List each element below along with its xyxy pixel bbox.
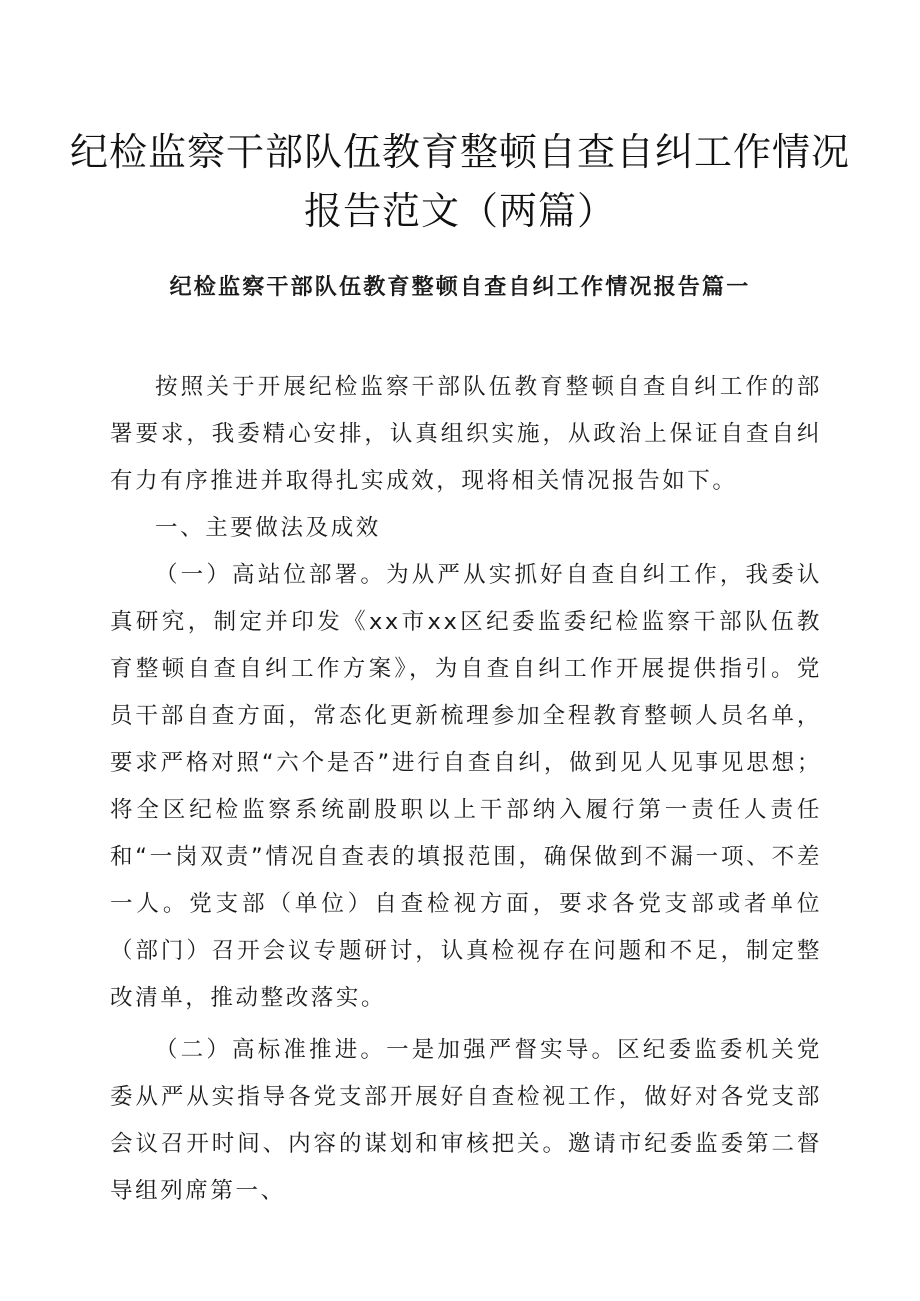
- document-title-line-1: 纪检监察干部队伍教育整顿自查自纠工作情况: [69, 130, 850, 174]
- section-heading-main-practices: 一、主要做法及成效: [155, 515, 381, 541]
- paragraph-intro: 按照关于开展纪检监察干部队伍教育整顿自查自纠工作的部署要求，我委精心安排，认真组织实施，从政治上保证自查自纠有力有序推进并取得扎实成效，现将相关情况报告如下。: [110, 374, 822, 494]
- section-subtitle: 纪检监察干部队伍教育整顿自查自纠工作情况报告篇一: [169, 275, 751, 300]
- paragraph-high-standard-advance: （二）高标准推进。一是加强严督实导。区纪委监委机关党委从严从实指导各党支部开展好自查检视工作，做好对各党支部会议召开时间、内容的谋划和审核把关。邀请市纪委监委第二督导组列席第一、: [110, 1037, 822, 1204]
- document-body: [110, 364, 822, 1215]
- document-title-line-2: 报告范文（两篇）: [303, 189, 616, 233]
- paragraph-high-position-deployment: （一）高站位部署。为从严从实抓好自查自纠工作，我委认真研究，制定并印发《xx市xx区纪委监委纪检监察干部队伍教育整顿自查自纠工作方案》，为自查自纠工作开展提供指引。党员干部自查方面，常态化更新梳理参加全程教育整顿人员名单，要求严格对照“六个是否”进行自查自纠，做到见人见事见思想；将全区纪检监察系统副股职以上干部纳入履行第一责任人责任和“一岗双责”情况自查表的填报范围，确保做到不漏一项、不差一人。党支部（单位）自查检视方面，要求各党支部或者单位（部门）召开会议专题研讨，认真检视存在问题和不足，制定整改清单，推动整改落实。: [110, 562, 822, 1011]
